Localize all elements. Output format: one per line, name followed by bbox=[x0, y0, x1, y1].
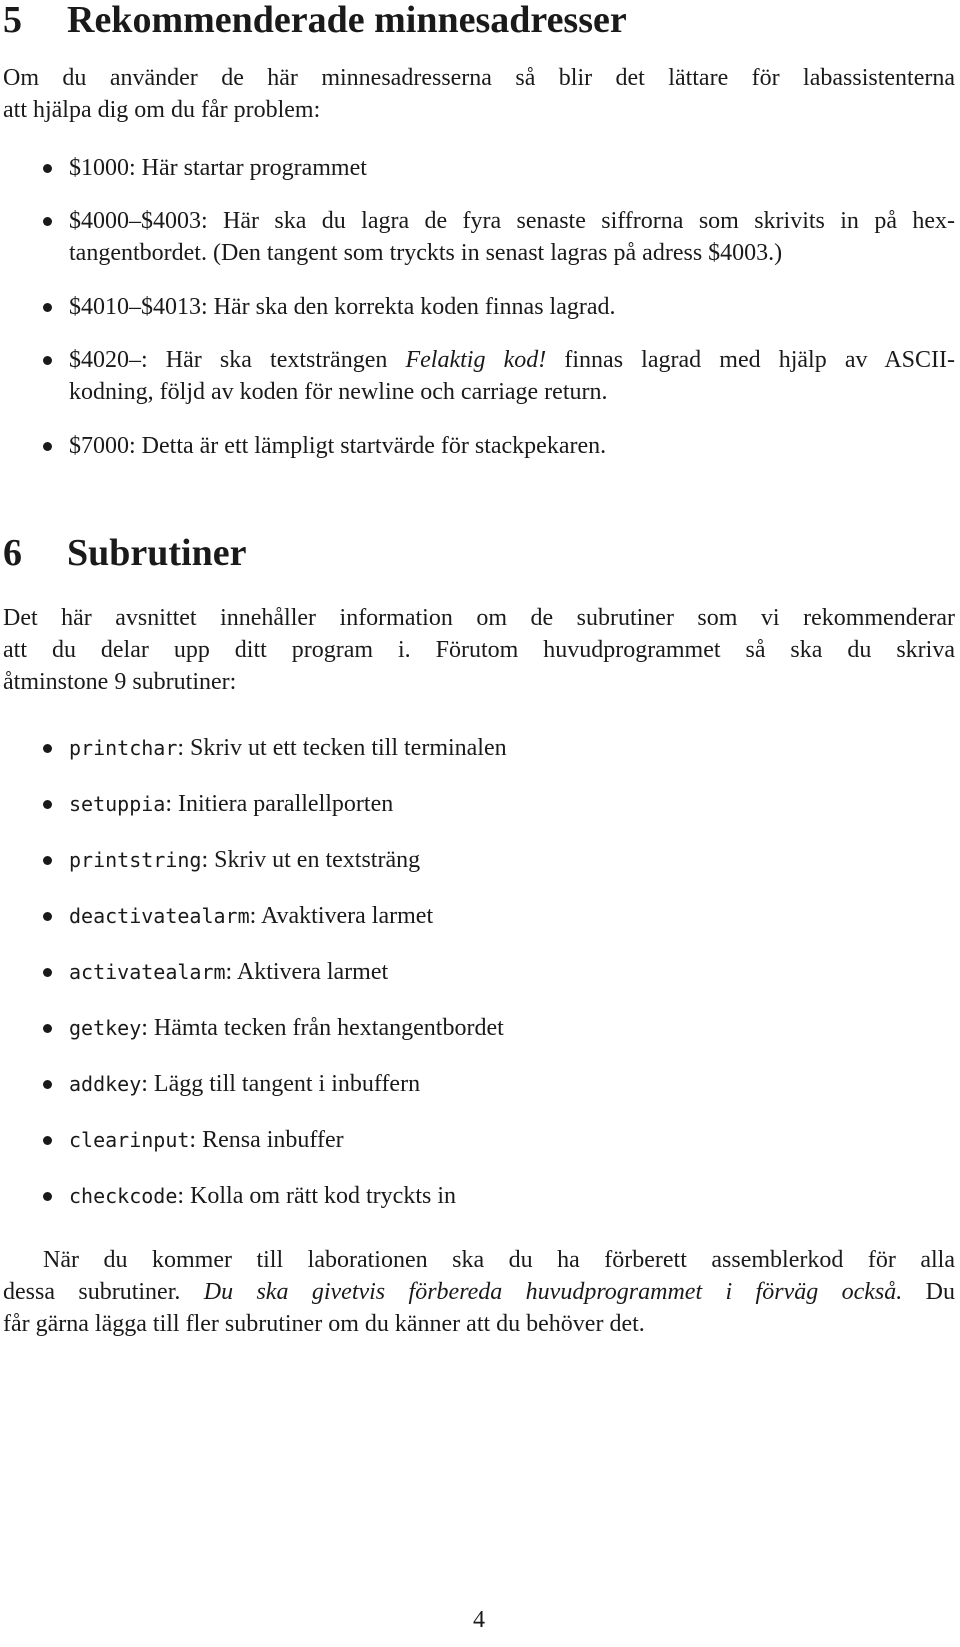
subroutine-item-text bbox=[69, 1180, 955, 1212]
closing-line bbox=[3, 1276, 955, 1308]
address-item-line: tangentbordet. (Den tangent som tryckts in senast lagras på adress $4003.) bbox=[69, 240, 783, 266]
page-number: 4 bbox=[473, 1607, 485, 1633]
subroutine-description: : Avaktivera larmet bbox=[249, 903, 434, 929]
subroutine-name: checkcode bbox=[69, 1184, 178, 1208]
section-5-heading bbox=[3, 0, 627, 40]
bullet-icon bbox=[43, 1024, 52, 1033]
bullet-icon bbox=[43, 217, 52, 226]
subroutine-description: : Rensa inbuffer bbox=[189, 1127, 344, 1153]
closing-line: får gärna lägga till fler subrutiner om du känner att du behöver det. bbox=[3, 1311, 645, 1337]
section-6-number: 6 bbox=[3, 532, 22, 574]
bullet-icon bbox=[43, 303, 52, 312]
bullet-icon bbox=[43, 800, 52, 809]
section-5-intro-line: att hjälpa dig om du får problem: bbox=[3, 97, 321, 123]
bullet-icon bbox=[43, 856, 52, 865]
address-item-line bbox=[69, 344, 955, 376]
subroutine-description: : Skriv ut en textsträng bbox=[201, 847, 421, 873]
subroutine-item-text bbox=[69, 1012, 955, 1044]
subroutine-item-text bbox=[69, 1124, 955, 1156]
address-item-fragment: $4020–: Här ska textsträngen bbox=[69, 347, 406, 373]
closing-fragment: dessa subrutiner. bbox=[3, 1279, 204, 1305]
subroutine-name: getkey bbox=[69, 1016, 142, 1040]
closing-emphasis: Du ska givetvis förbereda huvudprogrammet i förväg också. bbox=[203, 1279, 903, 1305]
bullet-icon bbox=[43, 1080, 52, 1089]
bullet-icon bbox=[43, 356, 52, 365]
address-item-emphasis: Felaktig kod! bbox=[405, 347, 547, 373]
section-6-title: Subrutiner bbox=[67, 532, 247, 574]
address-item-text: $7000: Detta är ett lämpligt startvärde för stackpekaren. bbox=[69, 433, 607, 459]
closing-line: När du kommer till laborationen ska du ha förberett assemblerkod för alla bbox=[43, 1247, 955, 1273]
subroutine-item-text bbox=[69, 844, 955, 876]
address-item-fragment: finnas lagrad med hjälp av ASCII- bbox=[546, 347, 955, 373]
subroutine-name: deactivatealarm bbox=[69, 904, 250, 928]
subroutine-item-text bbox=[69, 732, 955, 764]
subroutine-item-text bbox=[69, 788, 955, 820]
bullet-icon bbox=[43, 164, 52, 173]
address-item-text: $4010–$4013: Här ska den korrekta koden finnas lagrad. bbox=[69, 294, 616, 320]
address-item-line: $4000–$4003: Här ska du lagra de fyra senaste siffrorna som skrivits in på hex- bbox=[69, 208, 955, 234]
subroutine-name: activatealarm bbox=[69, 960, 226, 984]
subroutine-name: addkey bbox=[69, 1072, 142, 1096]
bullet-icon bbox=[43, 1136, 52, 1145]
bullet-icon bbox=[43, 968, 52, 977]
section-5-title: Rekommenderade minnesadresser bbox=[67, 0, 627, 41]
subroutine-description: : Initiera parallellporten bbox=[165, 791, 394, 817]
address-item-line: kodning, följd av koden för newline och carriage return. bbox=[69, 379, 608, 405]
closing-paragraph bbox=[3, 1244, 955, 1340]
bullet-icon bbox=[43, 912, 52, 921]
subroutine-description: : Hämta tecken från hextangentbordet bbox=[141, 1015, 504, 1041]
subroutine-name: clearinput bbox=[69, 1128, 190, 1152]
section-6-intro-line: att du delar upp ditt program i. Förutom huvudprogrammet så ska du skriva bbox=[3, 637, 955, 663]
subroutine-item-text bbox=[69, 1068, 955, 1100]
section-5-intro bbox=[3, 62, 955, 126]
subroutine-description: : Kolla om rätt kod tryckts in bbox=[177, 1183, 456, 1209]
subroutine-name: printchar bbox=[69, 736, 178, 760]
subroutine-description: : Lägg till tangent i inbuffern bbox=[141, 1071, 421, 1097]
section-5-intro-line: Om du använder de här minnesadresserna så blir det lättare för labassistenterna bbox=[3, 65, 955, 91]
address-item-text bbox=[69, 205, 955, 269]
section-6-intro-line: åtminstone 9 subrutiner: bbox=[3, 669, 237, 695]
section-6-heading bbox=[3, 533, 246, 573]
section-6-intro bbox=[3, 602, 955, 698]
subroutine-item-text bbox=[69, 956, 955, 988]
subroutine-name: setuppia bbox=[69, 792, 166, 816]
address-item-text: $1000: Här startar programmet bbox=[69, 155, 367, 181]
section-5-number: 5 bbox=[3, 0, 22, 41]
bullet-icon bbox=[43, 442, 52, 451]
address-item-text bbox=[69, 344, 955, 408]
bullet-icon bbox=[43, 1192, 52, 1201]
closing-fragment: Du bbox=[902, 1279, 955, 1305]
subroutine-description: : Aktivera larmet bbox=[225, 959, 389, 985]
section-6-intro-line: Det här avsnittet innehåller information om de subrutiner som vi rekommenderar bbox=[3, 605, 955, 631]
subroutine-name: printstring bbox=[69, 848, 202, 872]
subroutine-item-text bbox=[69, 900, 955, 932]
bullet-icon bbox=[43, 744, 52, 753]
subroutine-description: : Skriv ut ett tecken till terminalen bbox=[177, 735, 507, 761]
